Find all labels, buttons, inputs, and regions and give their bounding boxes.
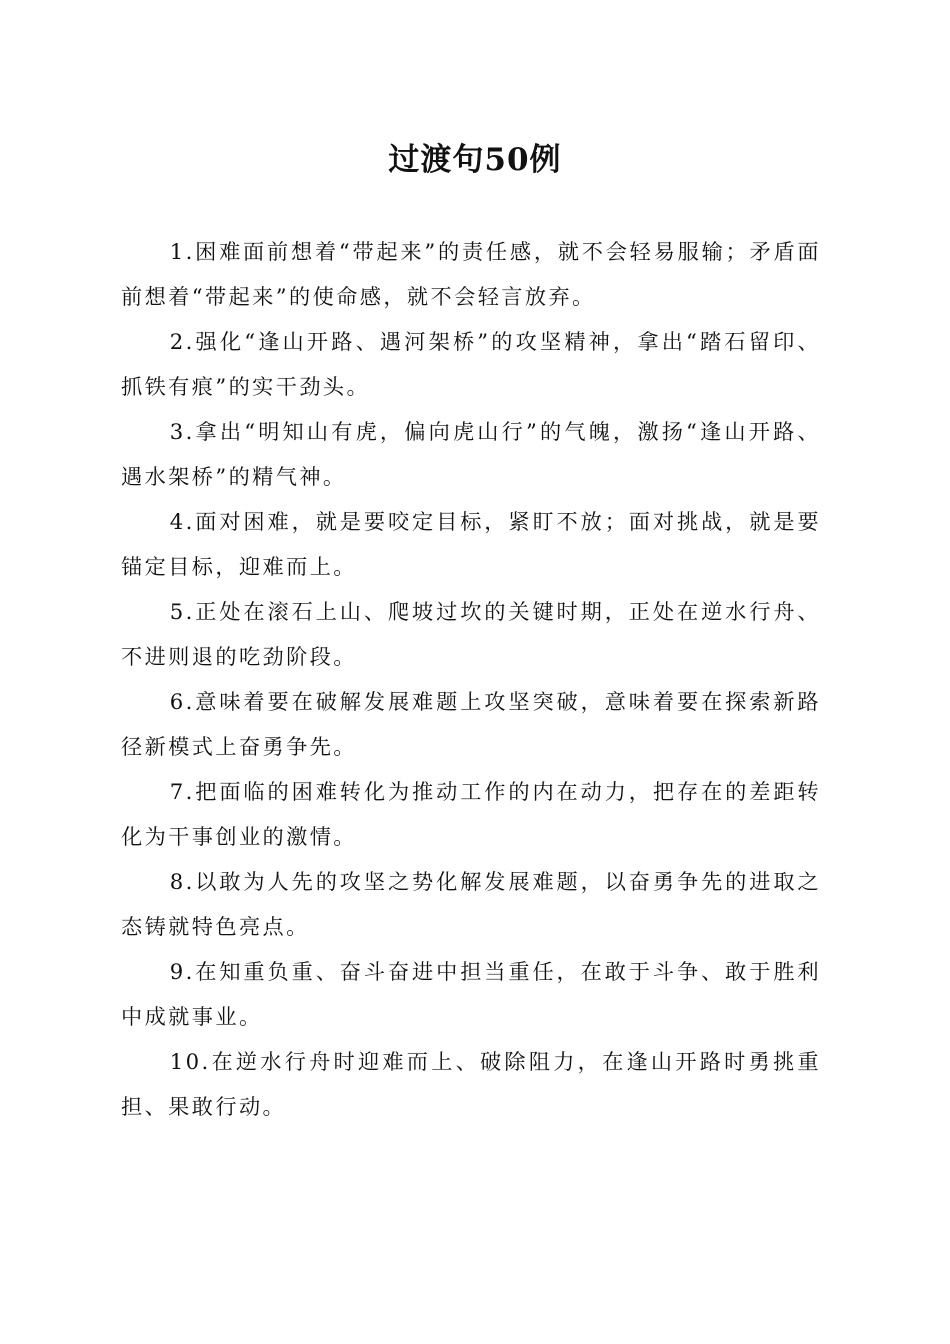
document-body	[121, 229, 821, 1129]
paragraph-10: 10.在逆水行舟时迎难而上、破除阻力，在逢山开路时勇挑重担、果敢行动。	[121, 1049, 821, 1119]
paragraph-2: 2.强化“逢山开路、遇河架桥”的攻坚精神，拿出“踏石留印、抓铁有痕”的实干劲头。	[121, 329, 821, 399]
paragraph-3: 3.拿出“明知山有虎，偏向虎山行”的气魄，激扬“逢山开路、遇水架桥”的精气神。	[121, 419, 821, 489]
paragraph-6: 6.意味着要在破解发展难题上攻坚突破，意味着要在探索新路径新模式上奋勇争先。	[121, 689, 821, 759]
paragraph-9: 9.在知重负重、奋斗奋进中担当重任，在敢于斗争、敢于胜利中成就事业。	[121, 959, 821, 1029]
paragraph-4: 4.面对困难，就是要咬定目标，紧盯不放；面对挑战，就是要锚定目标，迎难而上。	[121, 509, 821, 579]
paragraph-8: 8.以敢为人先的攻坚之势化解发展难题，以奋勇争先的进取之态铸就特色亮点。	[121, 869, 821, 939]
paragraph-5: 5.正处在滚石上山、爬坡过坎的关键时期，正处在逆水行舟、不进则退的吃劲阶段。	[121, 599, 821, 669]
paragraph-7: 7.把面临的困难转化为推动工作的内在动力，把存在的差距转化为干事创业的激情。	[121, 779, 821, 849]
paragraph-1: 1.困难面前想着“带起来”的责任感，就不会轻易服输；矛盾面前想着“带起来”的使命感，就不会轻言放弃。	[121, 239, 821, 309]
document-title: 过渡句50例	[388, 142, 562, 178]
